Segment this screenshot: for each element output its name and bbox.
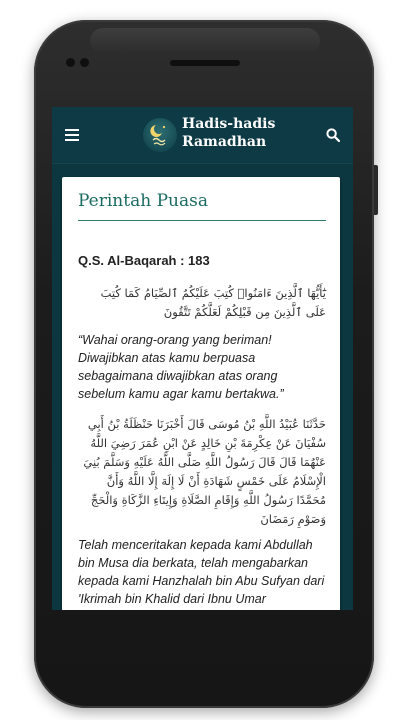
article-card (62, 177, 340, 610)
power-button (374, 165, 378, 215)
verse-reference: Q.S. Al-Baqarah : 183 (78, 253, 210, 268)
app-title: Hadis-hadis Ramadhan (182, 116, 276, 150)
hadith-translation: Telah menceritakan kepada kami Abdullah bin Musa dia berkata, telah mengabarkan kepada kami Hanzhalah bin Abu Sufyan dari 'Ikrimah bin Khalid dari Ibnu Umar (78, 538, 325, 606)
app-bar (52, 107, 353, 163)
earpiece-speaker (170, 60, 240, 66)
title-divider (78, 220, 326, 221)
verse-translation: “Wahai orang-orang yang beriman! Diwajibkan atas kamu berpuasa sebagaimana diwajibkan atas orang sebelum kamu agar kamu bertakwa.” (78, 333, 284, 401)
phone-screen (52, 107, 353, 610)
device-sheen (90, 28, 320, 54)
hamburger-menu-icon[interactable] (58, 121, 86, 149)
arabic-verse: يَٰٓأَيُّهَا ٱلَّذِينَ ءَامَنُوا۟ كُتِبَ عَلَيْكُمُ ٱلصِّيَامُ كَمَا كُتِبَ عَلَى ٱلَّذِينَ مِن قَبْلِكُمْ لَعَلَّكُمْ تَتَّقُونَ (100, 286, 326, 319)
search-icon[interactable] (319, 121, 347, 149)
arabic-hadith: حَدَّثَنَا عُبَيْدُ اللَّهِ بْنُ مُوسَى قَالَ أَخْبَرَنَا حَنْظَلَةُ بْنُ أَبِي سُفْيَانَ عَنْ عِكْرِمَةَ بْنِ خَالِدٍ عَنْ ابْنِ عُمَرَ رَضِيَ اللَّهُ عَنْهُمَا قَالَ قَالَ رَسُولُ اللَّهِ صَلَّى اللَّهُ عَلَيْهِ وَسَلَّمَ بُنِيَ الْإِسْلَامُ عَلَى خَمْسٍ شَهَادَةِ أَنْ لَا إِلَهَ إِلَّا اللَّهُ وَأَنَّ مُحَمَّدًا رَسُولُ اللَّهِ وَإِقَامِ الصَّلَاةِ وَإِيتَاءِ الزَّكَاةِ وَالْحَجِّ وَصَوْمِ رَمَضَانَ (83, 417, 326, 526)
ramadan-logo-icon (143, 118, 177, 152)
article-title: Perintah Puasa (78, 191, 208, 211)
proximity-sensor-icon (80, 58, 89, 67)
front-camera-icon (66, 58, 75, 67)
